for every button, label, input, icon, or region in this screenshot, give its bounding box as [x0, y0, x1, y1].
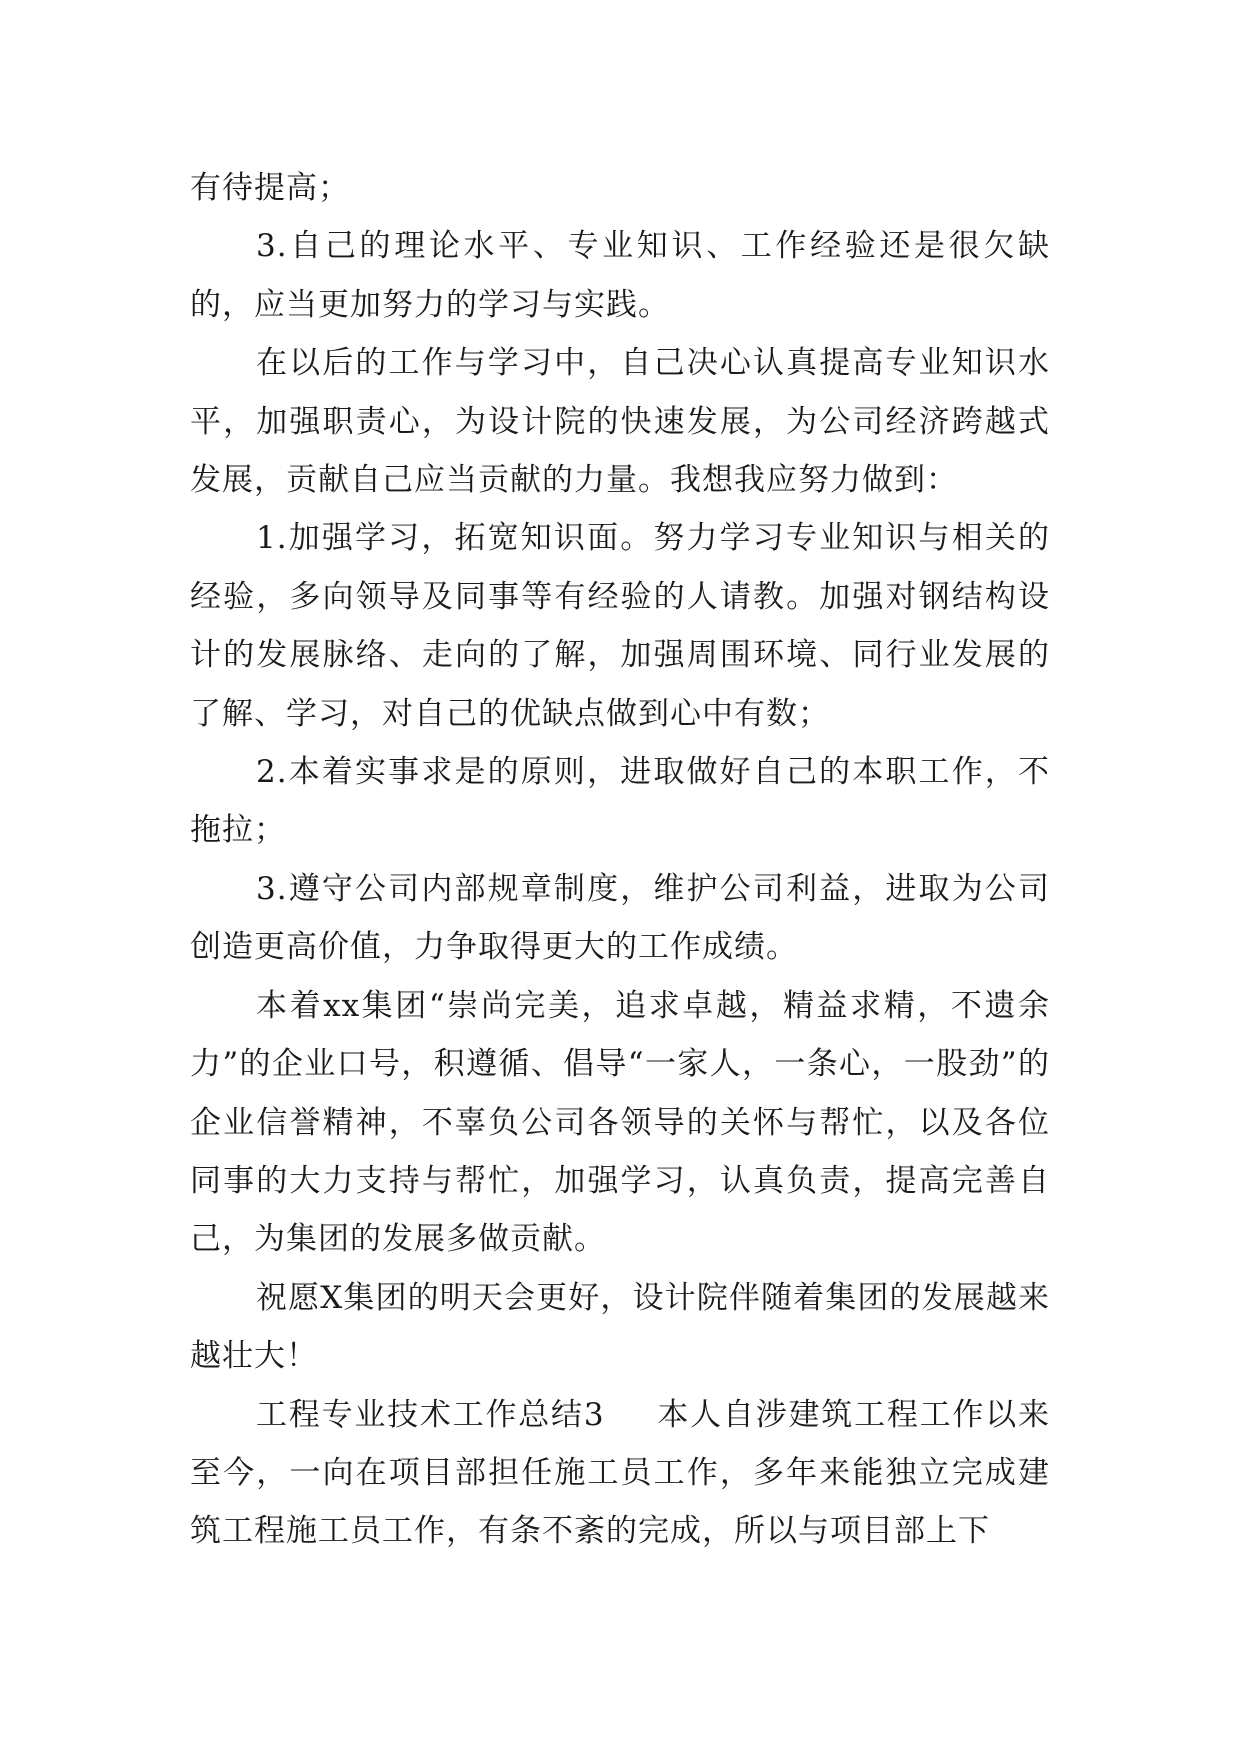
paragraph-item-3-weakness: 3.自己的理论水平、专业知识、工作经验还是很欠缺的，应当更加努力的学习与实践。	[190, 228, 1050, 323]
section-heading: 工程专业技术工作总结3	[256, 1396, 605, 1433]
paragraph-wishes: 祝愿X集团的明天会更好，设计院伴随着集团的发展越来越壮大！	[190, 1279, 1050, 1375]
paragraph-continuation: 有待提高；	[190, 170, 350, 206]
paragraph-company-spirit: 本着xx集团“崇尚完美，追求卓越，精益求精，不遗余力”的企业口号，积遵循、倡导“一家人，一条心，一股劲”的企业信誉精神，不辜负公司各领导的关怀与帮忙，以及各位同事的大力支持与帮忙，加强学习，认真负责，提高完善自己，为集团的发展多做贡献。	[190, 987, 1050, 1258]
section-body: 本人自涉建筑工程工作以来至今，一向在项目部担任施工员工作，多年来能独立完成建筑工程施工员工作，有条不紊的完成，所以与项目部上下	[190, 1396, 1050, 1550]
paragraph-item-2-duty: 2.本着实事求是的原则，进取做好自己的本职工作，不拖拉；	[190, 754, 1050, 849]
document-body	[190, 159, 1050, 1561]
paragraph-section-3	[190, 1386, 1050, 1561]
paragraph-item-3-rules: 3.遵守公司内部规章制度，维护公司利益，进取为公司创造更高价值，力争取得更大的工作成绩。	[190, 870, 1050, 966]
paragraph-item-1-learning: 1.加强学习，拓宽知识面。努力学习专业知识与相关的经验，多向领导及同事等有经验的人请教。加强对钢结构设计的发展脉络、走向的了解，加强周围环境、同行业发展的了解、学习，对自己的优缺点做到心中有数；	[190, 520, 1050, 732]
paragraph-future-plan: 在以后的工作与学习中，自己决心认真提高专业知识水平，加强职责心，为设计院的快速发展，为公司经济跨越式发展，贡献自己应当贡献的力量。我想我应努力做到：	[190, 345, 1050, 499]
